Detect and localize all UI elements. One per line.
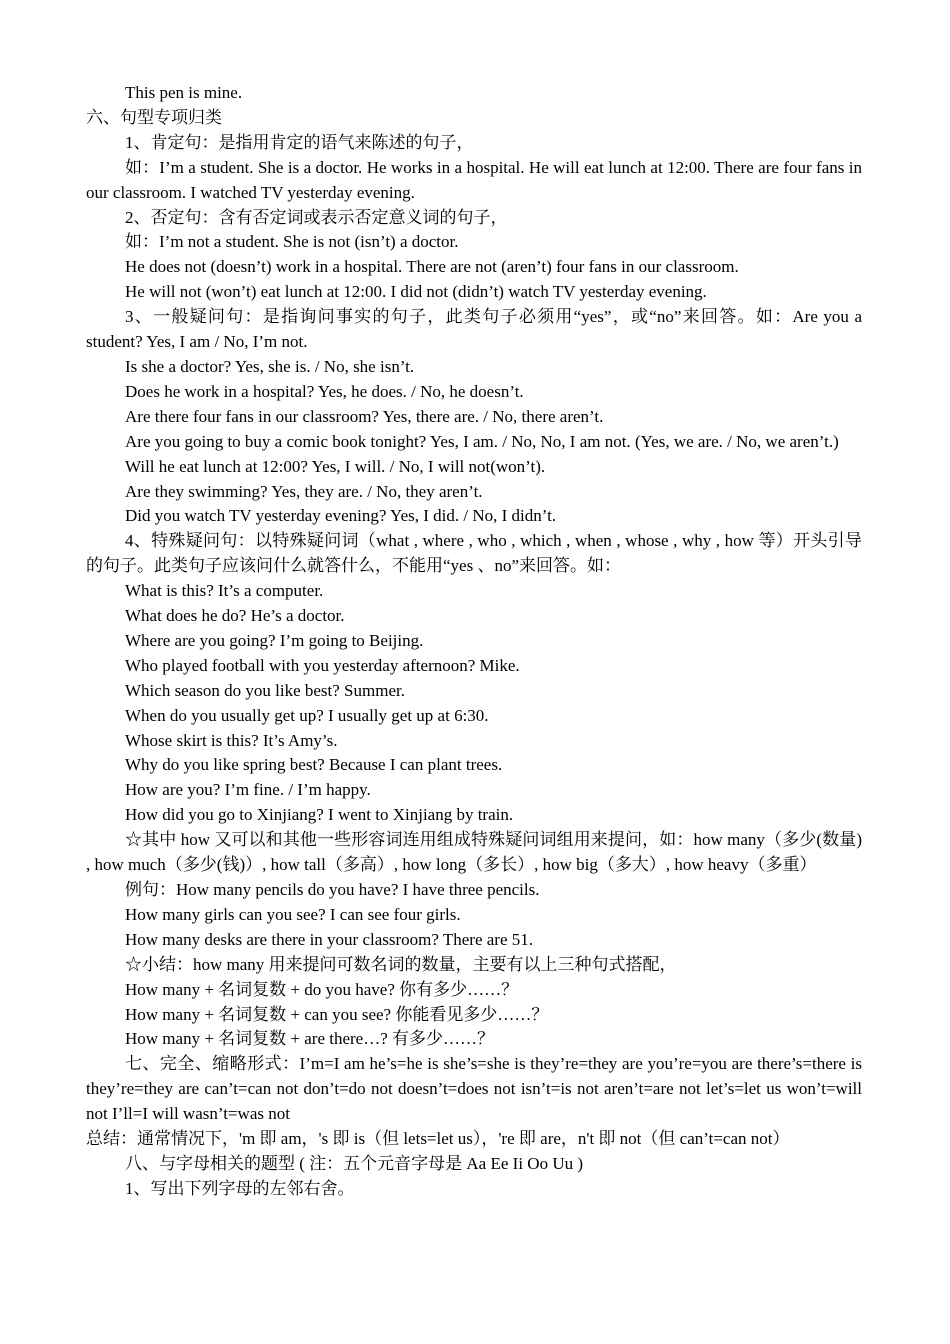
text-line: 总结：通常情况下，'m 即 am，'s 即 is（但 lets=let us），'re 即 are，n't 即 not（但 can’t=can not）	[86, 1129, 790, 1149]
document-page	[86, 81, 862, 1202]
text-line: How did you go to Xinjiang? I went to Xinjiang by train.	[125, 805, 514, 825]
text-line: 例句：How many pencils do you have? I have three pencils.	[125, 880, 540, 899]
subheading: 1、肯定句：是指用肯定的语气来陈述的句子，	[125, 132, 474, 152]
text-line: Did you watch TV yesterday evening? Yes, I did. / No, I didn’t.	[125, 506, 557, 526]
text-line: Who played football with you yesterday afternoon? Mike.	[125, 655, 520, 675]
text-paragraph: 4、特殊疑问句：以特殊疑问词（what , where , who , which , when , whose , why , how 等）开头引导的句子。此类句子应该问什么就答什么，不能用“yes 、no”来回答。如：	[86, 531, 862, 576]
text-line: Does he work in a hospital? Yes, he does. / No, he doesn’t.	[125, 381, 524, 401]
text-line: What is this? It’s a computer.	[125, 581, 324, 601]
text-line: Whose skirt is this? It’s Amy’s.	[125, 730, 338, 750]
text-line: How many girls can you see? I can see four girls.	[125, 904, 461, 924]
section-heading: 六、句型专项归类	[86, 107, 222, 127]
text-line: He does not (doesn’t) work in a hospital. There are not (aren’t) four fans in our classroom.	[125, 257, 739, 277]
text-line: Is she a doctor? Yes, she is. / No, she isn’t.	[125, 356, 415, 376]
text-line: 如：I’m not a student. She is not (isn’t) a doctor.	[125, 232, 459, 252]
text-line: When do you usually get up? I usually get up at 6:30.	[125, 705, 489, 725]
subheading: 1、写出下列字母的左邻右舍。	[125, 1178, 355, 1198]
text-line: This pen is mine.	[125, 83, 243, 102]
text-paragraph: ☆其中 how 又可以和其他一些形容词连用组成特殊疑问词组用来提问，如：how many（多少(数量) , how much（多少(钱)）, how tall（多高）, how long（多长）, how big（多大）, how heavy（多重）	[86, 830, 862, 875]
text-paragraph: 如：I’m a student. She is a doctor. He works in a hospital. He will eat lunch at 12:00. There are four fans in our classroom. I watched TV yesterday evening.	[86, 157, 862, 202]
text-line: Will he eat lunch at 12:00? Yes, I will. / No, I will not(won’t).	[125, 456, 546, 476]
text-line: How many + 名词复数 + can you see? 你能看见多少……？	[125, 1004, 549, 1024]
text-line: How are you? I’m fine. / I’m happy.	[125, 780, 371, 800]
text-line: How many + 名词复数 + do you have? 你有多少……？	[125, 979, 519, 999]
text-line: He will not (won’t) eat lunch at 12:00. I did not (didn’t) watch TV yesterday evening.	[125, 282, 707, 302]
text-line: Where are you going? I’m going to Beijing.	[125, 630, 424, 650]
text-line: How many desks are there in your classroom? There are 51.	[125, 929, 534, 949]
text-paragraph: Are you going to buy a comic book tonight? Yes, I am. / No, No, I am not. (Yes, we are. / No, we aren’t.)	[125, 431, 839, 451]
text-line: Why do you like spring best? Because I can plant trees.	[125, 755, 503, 775]
text-line: Which season do you like best? Summer.	[125, 680, 405, 700]
subheading: 2、否定句：含有否定词或表示否定意义词的句子，	[125, 207, 508, 227]
text-line: Are they swimming? Yes, they are. / No, they aren’t.	[125, 481, 483, 501]
text-line: ☆小结：how many 用来提问可数名词的数量，主要有以上三种句式搭配，	[125, 954, 677, 974]
text-line: Are there four fans in our classroom? Yes, there are. / No, there aren’t.	[125, 406, 604, 426]
text-paragraph: 七、完全、缩略形式：I’m=I am he’s=he is she’s=she is they’re=they are you’re=you are there’s=there is they’re=they are can’t=can not don’t=do not doesn’t=does not isn’t=is not aren’t=are not let’s=let us won’t=will not I’ll=I will wasn’t=was not	[86, 1054, 862, 1124]
text-line: How many + 名词复数 + are there…? 有多少……？	[125, 1029, 495, 1049]
subheading: 八、与字母相关的题型 ( 注：五个元音字母是 Aa Ee Ii Oo Uu )	[125, 1153, 584, 1173]
text-line: What does he do? He’s a doctor.	[125, 606, 345, 626]
text-paragraph: 3、一般疑问句：是指询问事实的句子，此类句子必须用“yes”，或“no”来回答。如：Are you a student? Yes, I am / No, I’m not.	[86, 307, 862, 352]
